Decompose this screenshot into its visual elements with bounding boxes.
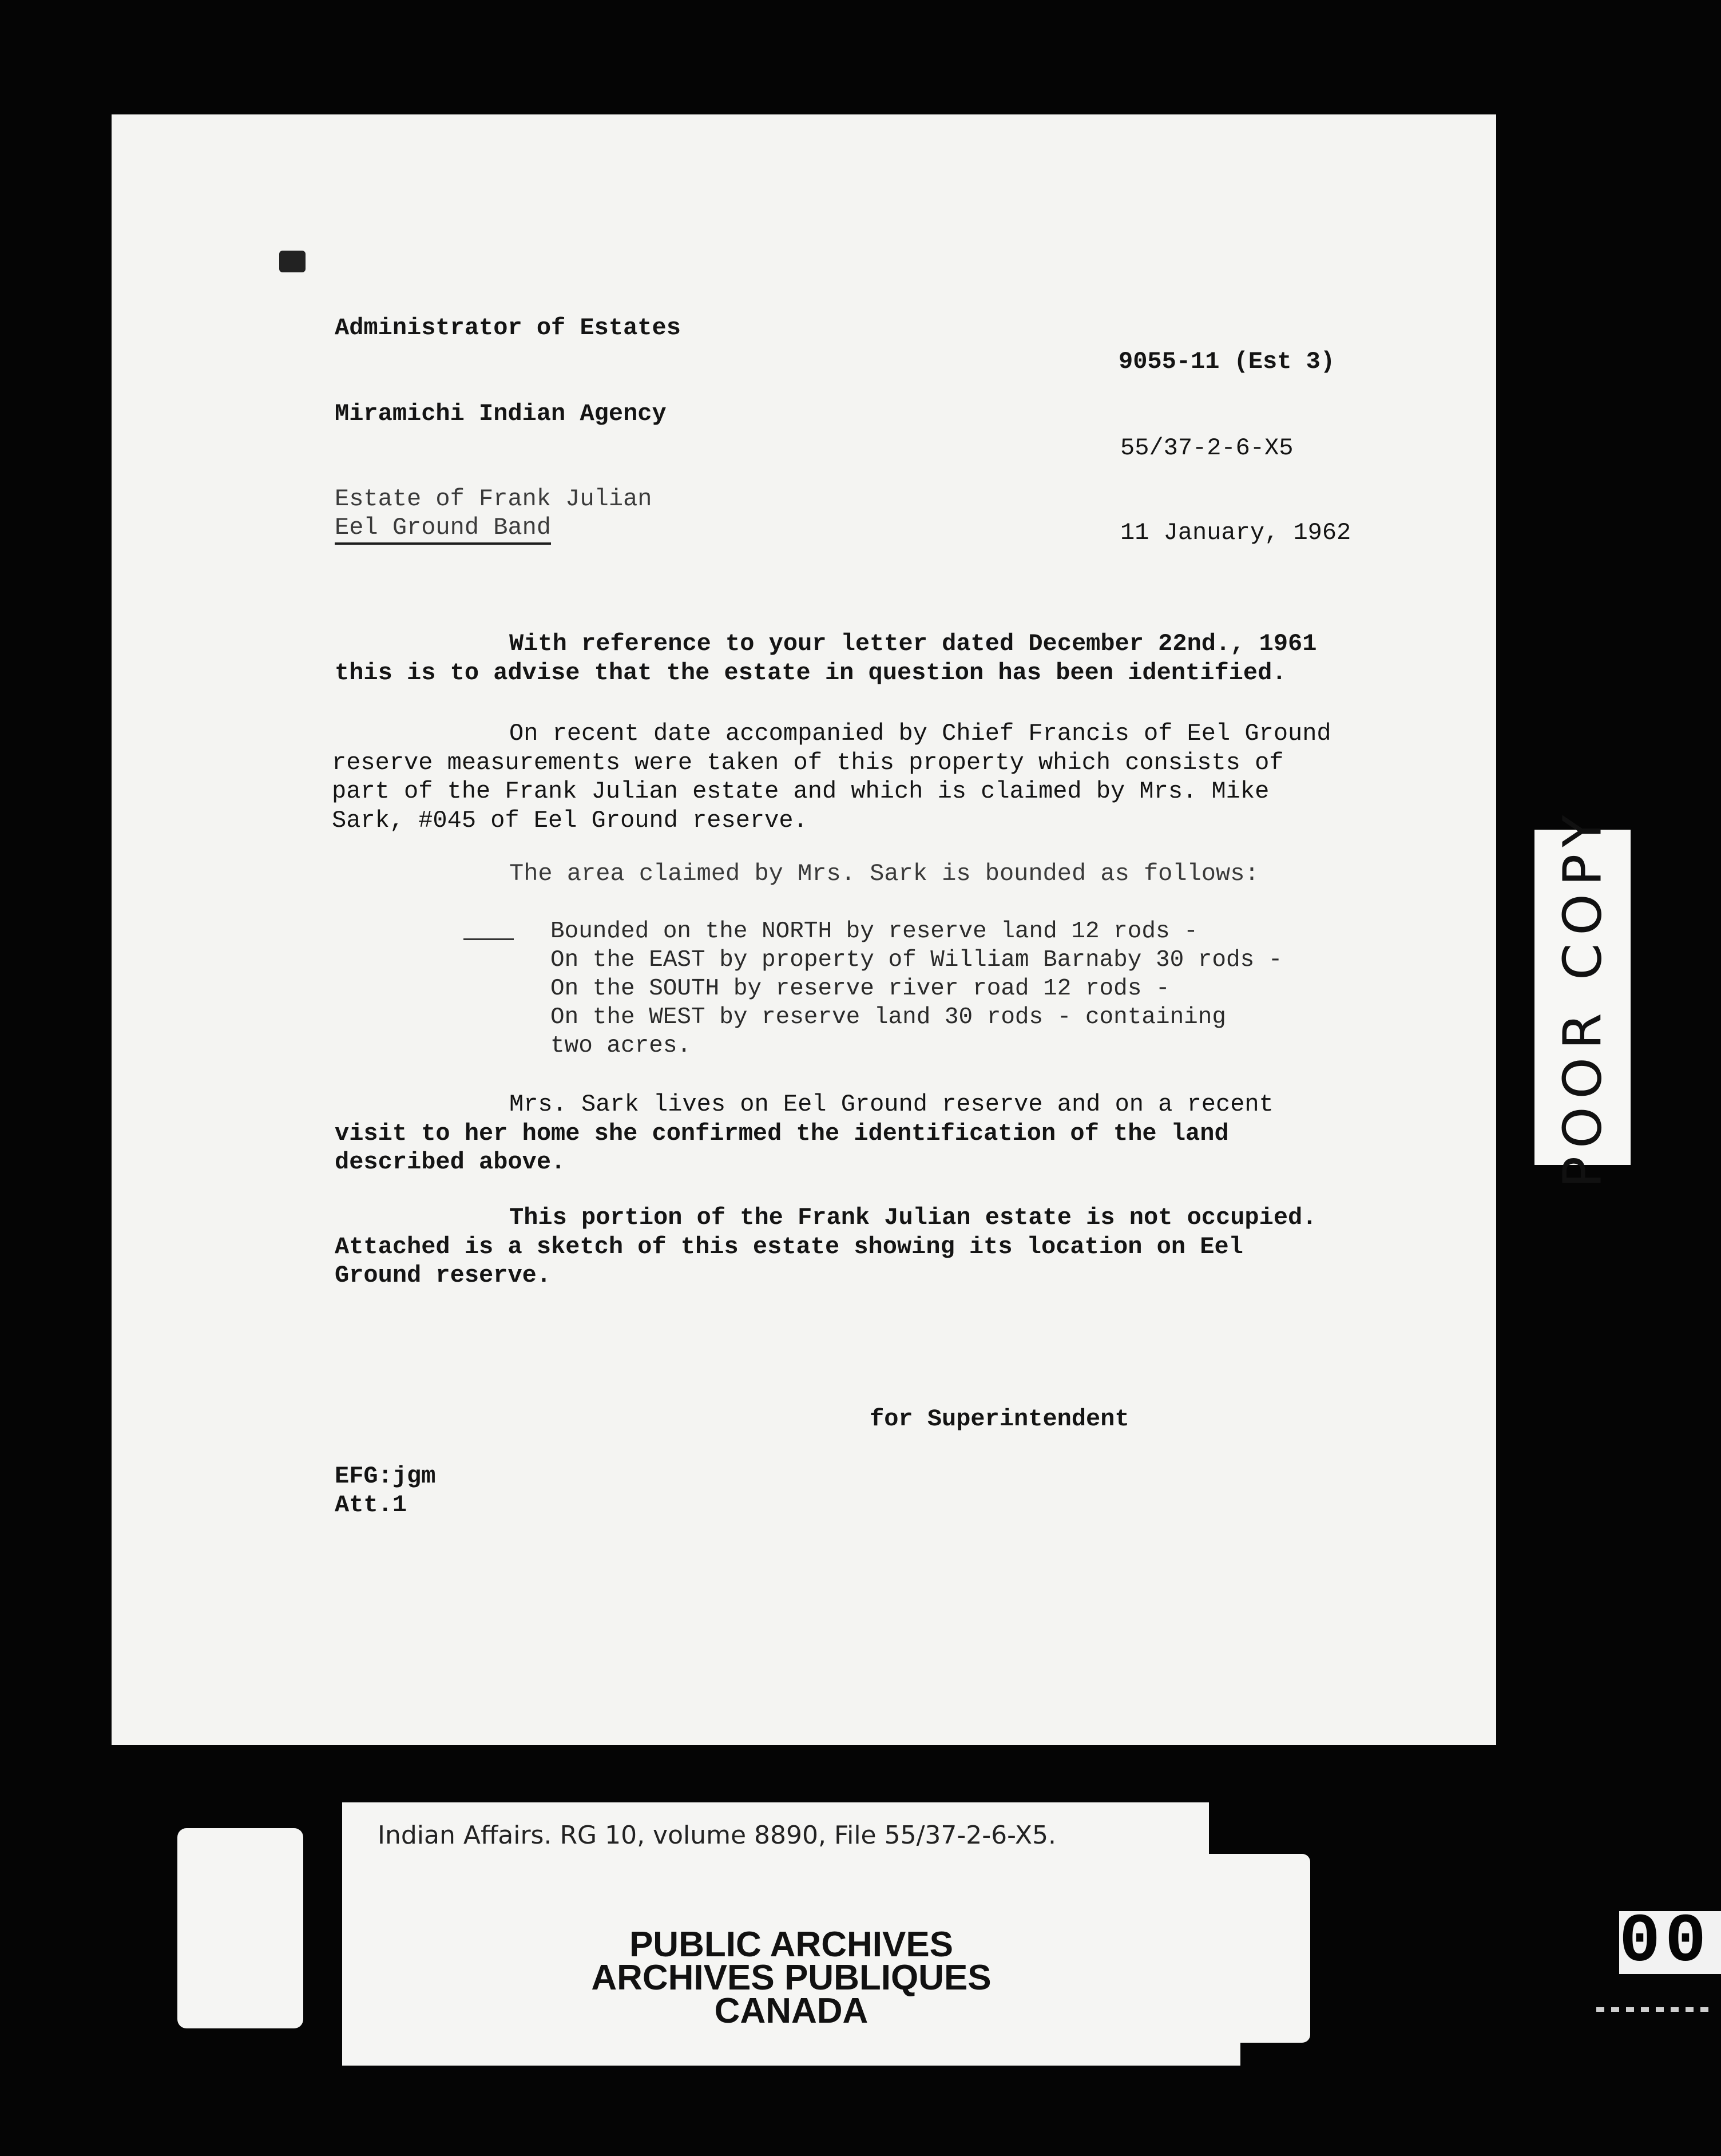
paragraph-4-line-1: Mrs. Sark lives on Eel Ground reserve and on a recent <box>509 1091 1274 1118</box>
archive-caption: Indian Affairs. RG 10, volume 8890, File 55/37-2-6-X5. <box>378 1821 1056 1850</box>
paragraph-3: The area claimed by Mrs. Sark is bounded as follows: <box>509 860 1259 887</box>
boundary-east: On the EAST by property of William Barnaby 30 rods - <box>550 947 1283 973</box>
stamp-line-3: CANADA <box>714 1991 869 2031</box>
subject-line-2-text: Eel Ground Band <box>335 514 551 545</box>
boundary-west: On the WEST by reserve land 30 rods - containing <box>550 1004 1226 1031</box>
perforation <box>1626 2007 1634 2012</box>
perforation <box>1596 2007 1604 2012</box>
archive-stamp <box>342 1925 1240 2031</box>
paragraph-5 <box>335 1203 1316 1290</box>
archive-card-left <box>177 1828 303 2028</box>
film-perforations <box>1596 2007 1721 2013</box>
perforation <box>1671 2007 1679 2012</box>
frame-number: 00 <box>1619 1911 1721 1974</box>
perforation <box>1611 2007 1619 2012</box>
paragraph-4-line-2: visit to her home she confirmed the identification of the land <box>335 1119 1229 1147</box>
typist-initials: EFG:jgm <box>335 1463 436 1490</box>
agency-line: Miramichi Indian Agency <box>335 400 667 427</box>
subject-line-2 <box>335 513 655 542</box>
paragraph-5-line-2: Attached is a sketch of this estate showing its location on Eel <box>335 1232 1243 1261</box>
poor-copy-text-wrap <box>1534 807 1631 1188</box>
perforation <box>1686 2007 1694 2012</box>
paragraph-2-line-4: Sark, #045 of Eel Ground reserve. <box>332 806 808 834</box>
perforation <box>1656 2007 1664 2012</box>
signature-line: for Superintendent <box>870 1405 1129 1433</box>
paragraph-1-line-2: this is to advise that the estate in question has been identified. <box>335 659 1287 687</box>
paragraph-4-line-3: described above. <box>335 1148 566 1176</box>
archive-caption-strip <box>342 1802 1209 1899</box>
boundary-north: Bounded on the NORTH by reserve land 12 rods - <box>550 918 1198 945</box>
poor-copy-text: POOR COPY <box>1552 807 1613 1188</box>
stamp-line-1: PUBLIC ARCHIVES <box>629 1925 954 1964</box>
subject-line-1: Estate of Frank Julian <box>335 485 652 513</box>
boundary-area: two acres. <box>550 1033 692 1059</box>
paragraph-2 <box>332 719 1331 835</box>
paragraph-2-line-3: part of the Frank Julian estate and which is claimed by Mrs. Mike <box>332 778 1270 805</box>
punch-mark <box>279 251 306 272</box>
file-reference-2: 55/37-2-6-X5 <box>1120 434 1294 462</box>
paragraph-1 <box>335 629 1316 687</box>
perforation <box>1641 2007 1649 2012</box>
paragraph-2-line-2: reserve measurements were taken of this property which consists of <box>332 748 1284 776</box>
letter-date: 11 January, 1962 <box>1120 519 1351 546</box>
attachment-note: Att.1 <box>335 1491 407 1519</box>
bounds-dash <box>463 938 514 940</box>
paragraph-4 <box>335 1090 1274 1177</box>
paragraph-2-line-1: On recent date accompanied by Chief Francis of Eel Ground <box>509 720 1331 747</box>
file-reference-1: 9055-11 (Est 3) <box>1119 348 1335 375</box>
paragraph-5-line-3: Ground reserve. <box>335 1262 552 1289</box>
paragraph-1-line-1: With reference to your letter dated December 22nd., 1961 <box>509 630 1317 657</box>
perforation <box>1700 2007 1708 2012</box>
paragraph-5-line-1: This portion of the Frank Julian estate is not occupied. <box>509 1204 1317 1231</box>
recipient-line: Administrator of Estates <box>335 314 681 342</box>
boundary-south: On the SOUTH by reserve river road 12 rods - <box>550 976 1170 1002</box>
boundary-description <box>550 917 1282 1060</box>
stamp-line-2: ARCHIVES PUBLIQUES <box>591 1958 992 1998</box>
